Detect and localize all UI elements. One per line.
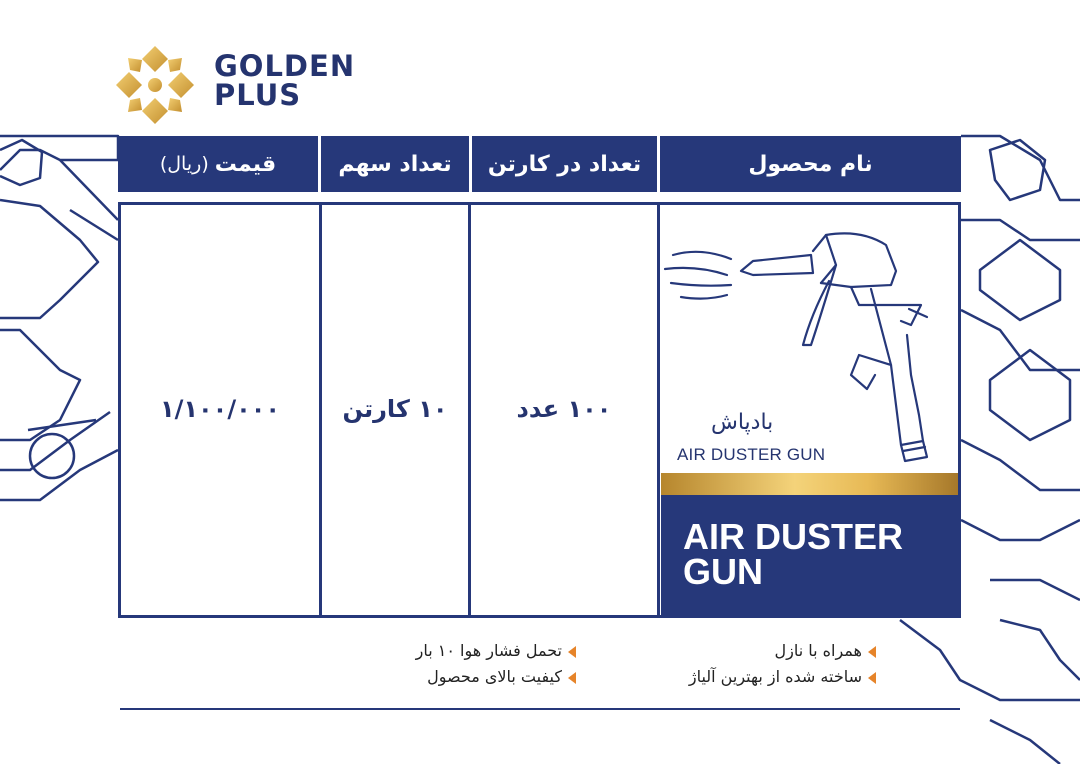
header-price-label: قیمت xyxy=(214,151,277,177)
product-name-en-small: AIR DUSTER GUN xyxy=(677,445,826,464)
arrow-icon xyxy=(868,672,876,684)
header-product-name: نام محصول xyxy=(660,136,961,192)
feature-item xyxy=(416,638,576,664)
golden-plus-logo-icon xyxy=(112,42,198,128)
price-table xyxy=(118,136,961,618)
header-price-unit: (ریال) xyxy=(159,153,209,175)
product-name-en-line-2: GUN xyxy=(683,551,763,592)
feature-text: ساخته شده از بهترین آلیاژ xyxy=(688,667,862,686)
header-per-carton: تعداد در کارتن xyxy=(472,136,657,192)
arrow-icon xyxy=(868,646,876,658)
table-body xyxy=(118,202,961,618)
feature-item xyxy=(689,664,876,690)
product-title-box xyxy=(661,495,958,615)
product-name-en-line-1: AIR DUSTER xyxy=(683,516,904,557)
arrow-icon xyxy=(568,672,576,684)
brand-line-1: GOLDEN xyxy=(214,49,356,83)
product-name-en-big xyxy=(683,516,953,592)
brand-line-2: PLUS xyxy=(214,78,302,112)
feature-list-right xyxy=(689,638,876,690)
gold-stripe xyxy=(661,473,958,495)
feature-list-left xyxy=(416,638,576,690)
brand-logo xyxy=(112,42,392,128)
product-name-fa: بادپاش xyxy=(711,410,774,435)
brand-name xyxy=(214,49,356,112)
cell-shares: ۱۰ کارتن xyxy=(342,395,448,423)
feature-item xyxy=(416,664,576,690)
cell-per-carton: ۱۰۰ عدد xyxy=(516,395,612,423)
bottom-divider xyxy=(120,708,960,710)
air-duster-gun-illustration xyxy=(661,225,958,475)
arrow-icon xyxy=(568,646,576,658)
header-shares: تعداد سهم xyxy=(321,136,469,192)
cell-price: ۱/۱۰۰/۰۰۰ xyxy=(159,395,281,423)
column-divider xyxy=(657,205,660,615)
feature-text: همراه با نازل xyxy=(774,641,862,660)
feature-item xyxy=(689,638,876,664)
header-price xyxy=(118,136,318,192)
feature-text: تحمل فشار هوا ۱۰ بار xyxy=(415,641,562,660)
feature-text: کیفیت بالای محصول xyxy=(427,667,562,686)
product-card xyxy=(661,205,958,615)
